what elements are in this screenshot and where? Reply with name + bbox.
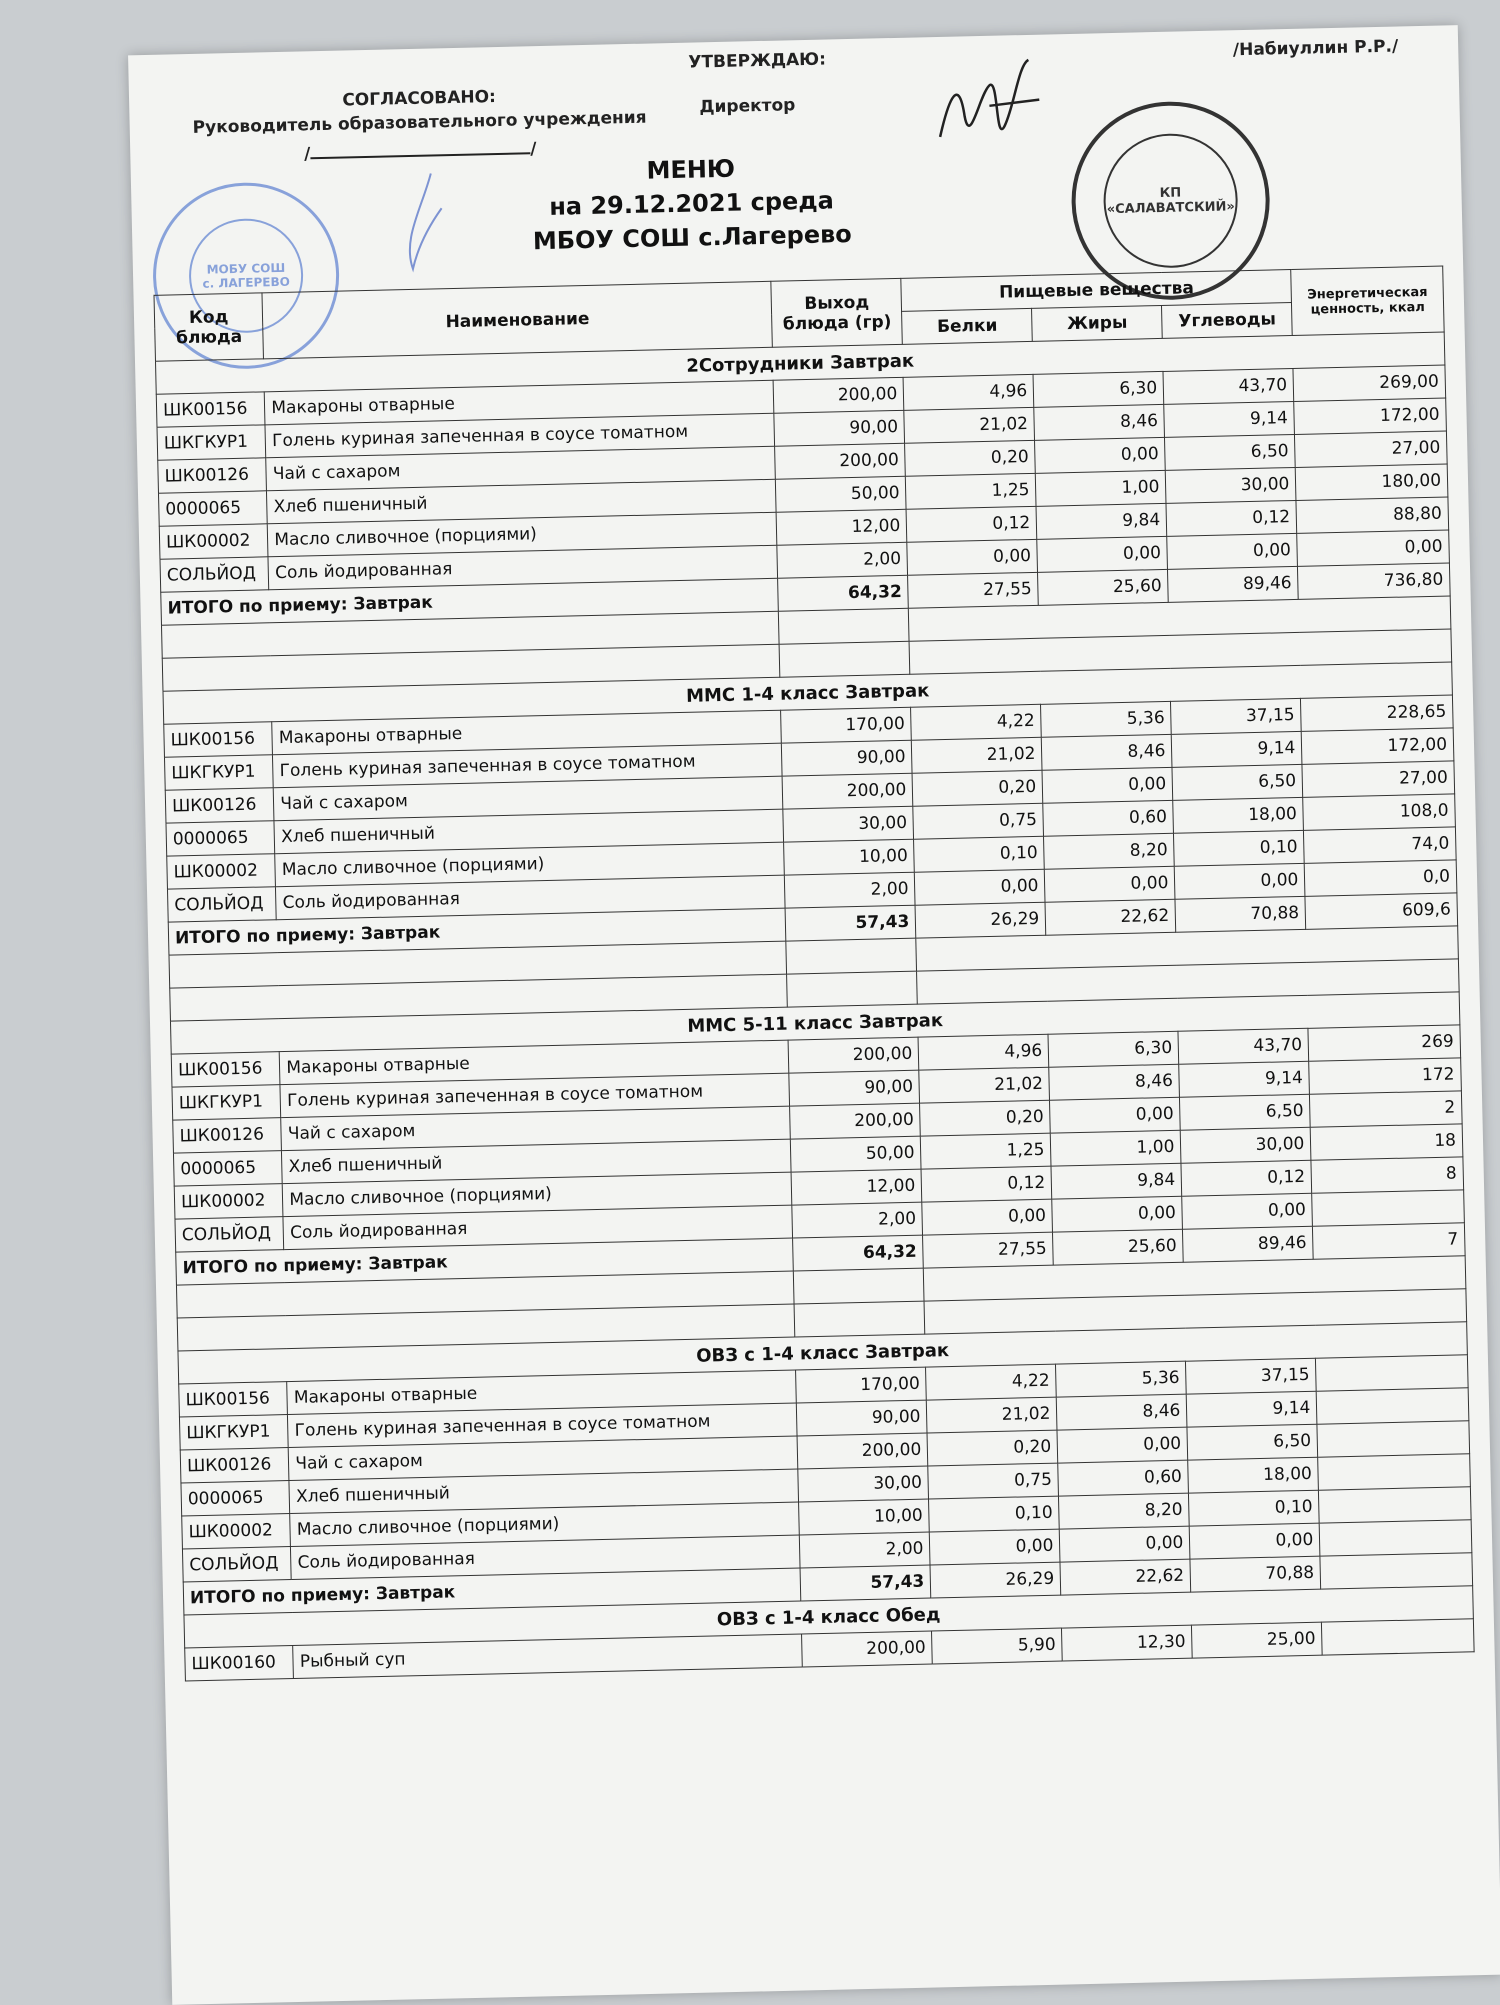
cell-energy: 108,0 bbox=[1303, 794, 1455, 830]
cell-carbs: 0,12 bbox=[1166, 500, 1297, 536]
school-stamp: МОБУ СОШ с. ЛАГЕРЕВО bbox=[151, 181, 341, 371]
cell-energy: 269 bbox=[1308, 1025, 1460, 1061]
cell-code: ШК00126 bbox=[158, 458, 267, 493]
cell-name: Макароны отварные bbox=[280, 1040, 790, 1085]
cell-fat: 0,00 bbox=[1045, 866, 1176, 902]
total-protein: 26,29 bbox=[915, 902, 1046, 938]
cell-protein: 0,00 bbox=[915, 869, 1046, 905]
cell-energy: 74,0 bbox=[1304, 827, 1456, 863]
blank-cell bbox=[794, 1301, 925, 1337]
cell-output: 12,00 bbox=[791, 1169, 922, 1205]
cell-output: 10,00 bbox=[784, 839, 915, 875]
cell-code: ШК00126 bbox=[173, 1118, 282, 1153]
cell-name: Макароны отварные bbox=[272, 710, 782, 755]
cell-output: 170,00 bbox=[781, 707, 912, 743]
cell-protein: 0,75 bbox=[913, 803, 1044, 839]
cell-carbs: 6,50 bbox=[1172, 764, 1303, 800]
cell-carbs: 0,00 bbox=[1182, 1193, 1313, 1229]
cell-protein: 4,96 bbox=[903, 374, 1034, 410]
cell-fat: 8,46 bbox=[1042, 734, 1173, 770]
cell-name: Хлеб пшеничный bbox=[274, 809, 784, 854]
cell-code: ШК00002 bbox=[182, 1514, 291, 1549]
cell-carbs: 43,70 bbox=[1163, 368, 1294, 404]
cell-protein: 21,02 bbox=[919, 1067, 1050, 1103]
cell-name: Голень куриная запеченная в соусе томатном bbox=[273, 743, 783, 788]
cell-energy: 8 bbox=[1311, 1157, 1463, 1193]
blank-cell bbox=[794, 1268, 925, 1304]
approve-block bbox=[688, 36, 1399, 118]
title-menu: МЕНЮ bbox=[646, 154, 736, 185]
cell-protein: 0,12 bbox=[921, 1166, 1052, 1202]
cell-energy: 18 bbox=[1310, 1124, 1462, 1160]
blank-cell bbox=[779, 641, 910, 677]
cell-output: 200,00 bbox=[773, 377, 904, 413]
cell-carbs: 0,00 bbox=[1190, 1523, 1321, 1559]
agreed-label: СОГЛАСОВАНО: bbox=[342, 87, 497, 111]
cell-name: Чай с сахаром bbox=[281, 1106, 791, 1151]
cell-code: СОЛЬЙОД bbox=[175, 1217, 284, 1252]
cell-carbs: 0,10 bbox=[1189, 1490, 1320, 1526]
cell-protein: 1,25 bbox=[906, 473, 1037, 509]
cell-energy: 269,00 bbox=[1293, 365, 1445, 401]
cell-fat: 8,46 bbox=[1049, 1064, 1180, 1100]
total-carbs: 70,88 bbox=[1190, 1556, 1321, 1592]
total-fat: 25,60 bbox=[1038, 569, 1169, 605]
total-protein: 27,55 bbox=[923, 1232, 1054, 1268]
total-carbs: 89,46 bbox=[1168, 566, 1299, 602]
cell-name: Макароны отварные bbox=[265, 380, 775, 425]
cell-fat: 5,36 bbox=[1041, 701, 1172, 737]
cell-code: СОЛЬЙОД bbox=[182, 1547, 291, 1582]
cell-energy: 0,00 bbox=[1297, 530, 1449, 566]
total-output: 64,32 bbox=[778, 575, 909, 611]
total-energy: 7 bbox=[1313, 1223, 1465, 1259]
cell-name: Голень куриная запеченная в соусе томатном bbox=[280, 1073, 790, 1118]
cell-carbs: 25,00 bbox=[1192, 1622, 1323, 1658]
cell-code: СОЛЬЙОД bbox=[160, 557, 269, 592]
cell-code: ШКГКУР1 bbox=[164, 755, 273, 790]
cell-code: 0000065 bbox=[181, 1481, 290, 1516]
cell-fat: 9,84 bbox=[1051, 1163, 1182, 1199]
cell-fat: 0,00 bbox=[1037, 536, 1168, 572]
cell-carbs: 37,15 bbox=[1186, 1358, 1317, 1394]
blank-cell bbox=[787, 971, 918, 1007]
cell-fat: 0,00 bbox=[1042, 767, 1173, 803]
page-title bbox=[410, 146, 972, 261]
col-energy: Энергетическая ценность, ккал bbox=[1291, 266, 1444, 335]
cell-protein: 5,90 bbox=[932, 1628, 1063, 1664]
cell-name: Рыбный суп bbox=[293, 1634, 803, 1679]
cell-protein: 1,25 bbox=[921, 1133, 1052, 1169]
cell-energy: 88,80 bbox=[1296, 497, 1448, 533]
approve-label: УТВЕРЖДАЮ: bbox=[688, 49, 827, 73]
cell-energy: 228,65 bbox=[1301, 695, 1453, 731]
title-date: на 29.12.2021 среда bbox=[548, 186, 835, 221]
cell-fat: 5,36 bbox=[1056, 1361, 1187, 1397]
cell-energy: 172,00 bbox=[1301, 728, 1453, 764]
cell-code: ШКГКУР1 bbox=[172, 1085, 281, 1120]
cell-code: 0000065 bbox=[166, 821, 275, 856]
cell-output: 200,00 bbox=[797, 1433, 928, 1469]
cell-carbs: 9,14 bbox=[1179, 1061, 1310, 1097]
cell-output: 90,00 bbox=[774, 410, 905, 446]
cell-output: 2,00 bbox=[800, 1532, 931, 1568]
cell-energy: 27,00 bbox=[1302, 761, 1454, 797]
cell-output: 50,00 bbox=[776, 476, 907, 512]
cell-fat: 8,20 bbox=[1044, 833, 1175, 869]
cell-output: 170,00 bbox=[796, 1367, 927, 1403]
total-output: 64,32 bbox=[793, 1235, 924, 1271]
cell-fat: 0,60 bbox=[1043, 800, 1174, 836]
section-title: ОВЗ с 1-4 класс Завтрак bbox=[178, 1322, 1467, 1384]
cell-code: ШК00156 bbox=[164, 722, 273, 757]
total-fat: 25,60 bbox=[1053, 1229, 1184, 1265]
cell-name: Соль йодированная bbox=[283, 1205, 793, 1250]
cell-energy: 180,00 bbox=[1295, 464, 1447, 500]
signature-line-left: / / bbox=[190, 132, 650, 167]
cell-carbs: 6,50 bbox=[1180, 1094, 1311, 1130]
director-label: Директор bbox=[699, 95, 796, 118]
cell-code: ШК00126 bbox=[180, 1448, 289, 1483]
cell-code: ШК00126 bbox=[165, 788, 274, 823]
cell-name: Хлеб пшеничный bbox=[282, 1139, 792, 1184]
cell-fat: 0,00 bbox=[1050, 1097, 1181, 1133]
cell-fat: 8,46 bbox=[1057, 1394, 1188, 1430]
blank-cell bbox=[786, 938, 917, 974]
cell-protein: 0,75 bbox=[928, 1463, 1059, 1499]
total-output: 57,43 bbox=[785, 905, 916, 941]
title-school: МБОУ СОШ с.Лагерево bbox=[532, 219, 853, 256]
blank-cell bbox=[779, 608, 910, 644]
col-protein: Белки bbox=[902, 308, 1033, 344]
cell-carbs: 9,14 bbox=[1164, 401, 1295, 437]
cell-protein: 0,10 bbox=[929, 1496, 1060, 1532]
cell-energy bbox=[1318, 1454, 1470, 1490]
cell-name: Голень куриная запеченная в соусе томатном bbox=[288, 1403, 798, 1448]
cell-code: ШК00156 bbox=[171, 1052, 280, 1087]
cell-output: 2,00 bbox=[785, 872, 916, 908]
cell-protein: 0,20 bbox=[920, 1100, 1051, 1136]
cell-name: Масло сливочное (порциями) bbox=[268, 512, 778, 557]
cell-protein: 0,00 bbox=[930, 1529, 1061, 1565]
total-energy: 736,80 bbox=[1298, 563, 1450, 599]
cell-carbs: 0,10 bbox=[1174, 830, 1305, 866]
cell-carbs: 30,00 bbox=[1166, 467, 1297, 503]
cell-code: СОЛЬЙОД bbox=[167, 887, 276, 922]
cell-name: Чай с сахаром bbox=[274, 776, 784, 821]
cell-carbs: 9,14 bbox=[1172, 731, 1303, 767]
cell-output: 30,00 bbox=[798, 1466, 929, 1502]
cell-protein: 0,00 bbox=[922, 1199, 1053, 1235]
cell-output: 50,00 bbox=[791, 1136, 922, 1172]
cell-protein: 21,02 bbox=[904, 407, 1035, 443]
cell-carbs: 6,50 bbox=[1165, 434, 1296, 470]
cell-output: 200,00 bbox=[790, 1103, 921, 1139]
cell-code: ШК00002 bbox=[167, 854, 276, 889]
cell-fat: 0,00 bbox=[1052, 1196, 1183, 1232]
cell-output: 2,00 bbox=[792, 1202, 923, 1238]
total-protein: 26,29 bbox=[930, 1562, 1061, 1598]
cell-energy: 27,00 bbox=[1295, 431, 1447, 467]
total-fat: 22,62 bbox=[1045, 899, 1176, 935]
company-stamp: КП «САЛАВАТСКИЙ» bbox=[1069, 100, 1271, 302]
total-output: 57,43 bbox=[800, 1565, 931, 1601]
cell-output: 90,00 bbox=[789, 1070, 920, 1106]
cell-name: Масло сливочное (порциями) bbox=[275, 842, 785, 887]
cell-energy bbox=[1312, 1190, 1464, 1226]
cell-fat: 1,00 bbox=[1051, 1130, 1182, 1166]
cell-name: Масло сливочное (порциями) bbox=[290, 1502, 800, 1547]
total-label: ИТОГО по приему: Завтрак bbox=[183, 1568, 801, 1615]
col-fat: Жиры bbox=[1032, 305, 1163, 341]
cell-output: 2,00 bbox=[777, 542, 908, 578]
cell-energy: 172,00 bbox=[1294, 398, 1446, 434]
total-carbs: 89,46 bbox=[1183, 1226, 1314, 1262]
total-energy: 609,6 bbox=[1305, 893, 1457, 929]
cell-code: ШК00156 bbox=[156, 392, 265, 427]
cell-protein: 0,20 bbox=[905, 440, 1036, 476]
cell-energy bbox=[1319, 1487, 1471, 1523]
cell-output: 200,00 bbox=[775, 443, 906, 479]
section-title: ММС 1-4 класс Завтрак bbox=[163, 662, 1452, 724]
cell-fat: 0,00 bbox=[1057, 1427, 1188, 1463]
total-carbs: 70,88 bbox=[1175, 896, 1306, 932]
cell-protein: 4,96 bbox=[918, 1034, 1049, 1070]
cell-protein: 0,00 bbox=[907, 539, 1038, 575]
cell-code: ШК00002 bbox=[159, 524, 268, 559]
cell-protein: 4,22 bbox=[911, 704, 1042, 740]
cell-name: Хлеб пшеничный bbox=[267, 479, 777, 524]
cell-carbs: 43,70 bbox=[1178, 1028, 1309, 1064]
total-label: ИТОГО по приему: Завтрак bbox=[161, 578, 779, 625]
cell-output: 200,00 bbox=[782, 773, 913, 809]
cell-name: Макароны отварные bbox=[287, 1370, 797, 1415]
total-label: ИТОГО по приему: Завтрак bbox=[168, 908, 786, 955]
cell-fat: 0,00 bbox=[1060, 1526, 1191, 1562]
section-title: 2Сотрудники Завтрак bbox=[155, 332, 1444, 394]
total-energy bbox=[1320, 1553, 1472, 1589]
cell-energy: 2 bbox=[1310, 1091, 1462, 1127]
section-title: ОВЗ с 1-4 класс Обед bbox=[184, 1586, 1473, 1648]
cell-output: 90,00 bbox=[782, 740, 913, 776]
cell-energy bbox=[1316, 1355, 1468, 1391]
cell-carbs: 0,12 bbox=[1181, 1160, 1312, 1196]
cell-protein: 0,10 bbox=[914, 836, 1045, 872]
cell-carbs: 9,14 bbox=[1187, 1391, 1318, 1427]
cell-code: ШК00156 bbox=[179, 1382, 288, 1417]
cell-energy bbox=[1316, 1388, 1468, 1424]
cell-name: Масло сливочное (порциями) bbox=[283, 1172, 793, 1217]
menu-document bbox=[128, 25, 1500, 2005]
director-name: /Набиуллин Р.Р./ bbox=[1232, 36, 1399, 61]
cell-code: ШК00160 bbox=[185, 1646, 294, 1681]
total-fat: 22,62 bbox=[1060, 1559, 1191, 1595]
menu-table bbox=[153, 266, 1474, 1682]
cell-protein: 0,20 bbox=[927, 1430, 1058, 1466]
total-label: ИТОГО по приему: Завтрак bbox=[176, 1238, 794, 1285]
col-name: Наименование bbox=[262, 281, 772, 359]
section-title: ММС 5-11 класс Завтрак bbox=[170, 992, 1459, 1054]
cell-protein: 4,22 bbox=[926, 1364, 1057, 1400]
cell-carbs: 6,50 bbox=[1187, 1424, 1318, 1460]
cell-output: 200,00 bbox=[802, 1631, 933, 1667]
cell-fat: 6,30 bbox=[1033, 371, 1164, 407]
cell-name: Чай с сахаром bbox=[266, 446, 776, 491]
cell-energy bbox=[1319, 1520, 1471, 1556]
cell-energy bbox=[1322, 1619, 1474, 1655]
cell-output: 30,00 bbox=[783, 806, 914, 842]
col-code: Код блюда bbox=[154, 293, 264, 361]
cell-code: 0000065 bbox=[173, 1151, 282, 1186]
cell-output: 200,00 bbox=[788, 1037, 919, 1073]
cell-fat: 9,84 bbox=[1036, 503, 1167, 539]
cell-carbs: 37,15 bbox=[1171, 698, 1302, 734]
cell-name: Соль йодированная bbox=[291, 1535, 801, 1580]
cell-name: Хлеб пшеничный bbox=[289, 1469, 799, 1514]
cell-code: ШКГКУР1 bbox=[157, 425, 266, 460]
cell-code: 0000065 bbox=[158, 491, 267, 526]
cell-energy bbox=[1317, 1421, 1469, 1457]
cell-protein: 21,02 bbox=[927, 1397, 1058, 1433]
col-nutrients: Пищевые вещества bbox=[901, 270, 1292, 312]
cell-fat: 0,60 bbox=[1058, 1460, 1189, 1496]
cell-energy: 172 bbox=[1309, 1058, 1461, 1094]
cell-fat: 1,00 bbox=[1036, 470, 1167, 506]
cell-carbs: 0,00 bbox=[1167, 533, 1298, 569]
cell-name: Чай с сахаром bbox=[288, 1436, 798, 1481]
cell-fat: 6,30 bbox=[1048, 1031, 1179, 1067]
cell-fat: 8,46 bbox=[1034, 404, 1165, 440]
cell-carbs: 30,00 bbox=[1181, 1127, 1312, 1163]
col-carbs: Углеводы bbox=[1162, 303, 1293, 339]
cell-fat: 12,30 bbox=[1062, 1625, 1193, 1661]
cell-output: 90,00 bbox=[797, 1400, 928, 1436]
cell-output: 10,00 bbox=[799, 1499, 930, 1535]
cell-code: ШКГКУР1 bbox=[179, 1415, 288, 1450]
head-of-institution-label: Руководитель образовательного учреждения bbox=[192, 107, 647, 138]
cell-energy: 0,0 bbox=[1304, 860, 1456, 896]
cell-carbs: 18,00 bbox=[1173, 797, 1304, 833]
cell-name: Голень куриная запеченная в соусе томатном bbox=[265, 413, 775, 458]
cell-protein: 0,20 bbox=[912, 770, 1043, 806]
cell-protein: 0,12 bbox=[906, 506, 1037, 542]
cell-carbs: 0,00 bbox=[1175, 863, 1306, 899]
cell-name: Соль йодированная bbox=[276, 875, 786, 920]
cell-name: Соль йодированная bbox=[268, 545, 778, 590]
cell-fat: 8,20 bbox=[1059, 1493, 1190, 1529]
col-output: Выход блюда (гр) bbox=[771, 278, 902, 347]
cell-code: ШК00002 bbox=[174, 1184, 283, 1219]
cell-carbs: 18,00 bbox=[1188, 1457, 1319, 1493]
cell-protein: 21,02 bbox=[912, 737, 1043, 773]
cell-output: 12,00 bbox=[776, 509, 907, 545]
cell-fat: 0,00 bbox=[1035, 437, 1166, 473]
total-protein: 27,55 bbox=[908, 572, 1039, 608]
